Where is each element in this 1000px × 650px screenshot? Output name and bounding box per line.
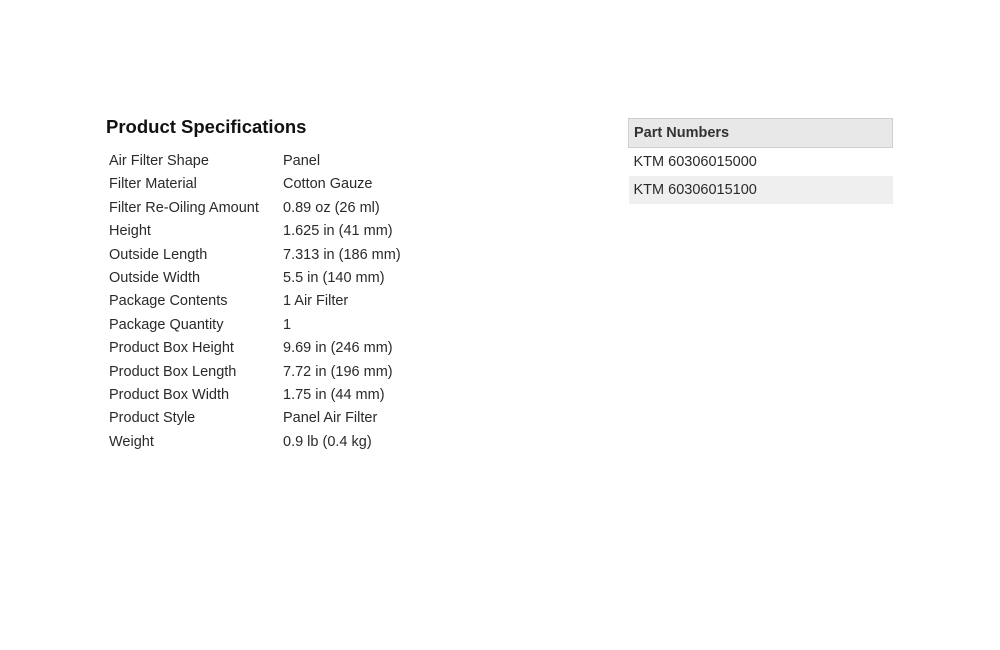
spec-name: Outside Length xyxy=(109,246,208,263)
spec-name: Package Contents xyxy=(109,293,228,310)
part-number: KTM 60306015000 xyxy=(633,154,757,170)
spec-name: Height xyxy=(109,223,151,240)
spec-name: Product Box Height xyxy=(109,340,234,357)
spec-value: 7.313 in (186 mm) xyxy=(283,246,401,263)
part-numbers-header-row xyxy=(629,119,893,148)
spec-row xyxy=(106,407,401,430)
spec-name: Package Quantity xyxy=(109,316,224,333)
part-number-row xyxy=(629,148,893,177)
spec-row xyxy=(106,361,401,384)
spec-value: 1.75 in (44 mm) xyxy=(283,387,385,404)
spec-row xyxy=(106,173,401,196)
spec-name: Product Style xyxy=(109,410,196,427)
spec-row xyxy=(106,267,401,290)
spec-name: Product Box Width xyxy=(109,387,230,404)
spec-value: 1 xyxy=(283,316,292,333)
spec-row xyxy=(106,150,401,173)
spec-name: Weight xyxy=(109,433,154,450)
spec-row xyxy=(106,314,401,337)
spec-value: 0.9 lb (0.4 kg) xyxy=(283,433,372,450)
spec-row xyxy=(106,220,401,243)
spec-value: Panel Air Filter xyxy=(283,410,378,427)
spec-row xyxy=(106,290,401,313)
part-number: KTM 60306015100 xyxy=(629,176,893,204)
spec-name: Air Filter Shape xyxy=(109,153,209,169)
spec-value: 0.89 oz (26 ml) xyxy=(283,199,380,216)
spec-name: Filter Re-Oiling Amount xyxy=(109,199,259,216)
product-specifications-title: Product Specifications xyxy=(106,116,307,137)
specifications-table xyxy=(106,150,401,454)
product-specifications-section xyxy=(106,116,526,454)
spec-value: 7.72 in (196 mm) xyxy=(283,363,393,380)
spec-row xyxy=(106,431,401,454)
spec-value: 5.5 in (140 mm) xyxy=(283,270,385,287)
part-numbers-section xyxy=(628,118,893,204)
spec-name: Outside Width xyxy=(109,270,201,287)
spec-row xyxy=(106,384,401,407)
part-numbers-table xyxy=(628,118,893,204)
spec-row xyxy=(106,244,401,267)
spec-value: 1.625 in (41 mm) xyxy=(283,223,393,240)
spec-name: Filter Material xyxy=(109,176,197,193)
part-number-row xyxy=(629,176,893,204)
spec-value: Cotton Gauze xyxy=(283,176,373,193)
spec-value: 1 Air Filter xyxy=(283,293,349,310)
spec-value: 9.69 in (246 mm) xyxy=(283,340,393,357)
spec-row xyxy=(106,197,401,220)
spec-value: Panel xyxy=(283,153,321,169)
spec-name: Product Box Length xyxy=(109,363,237,380)
part-numbers-header: Part Numbers xyxy=(629,119,893,148)
spec-row xyxy=(106,337,401,360)
